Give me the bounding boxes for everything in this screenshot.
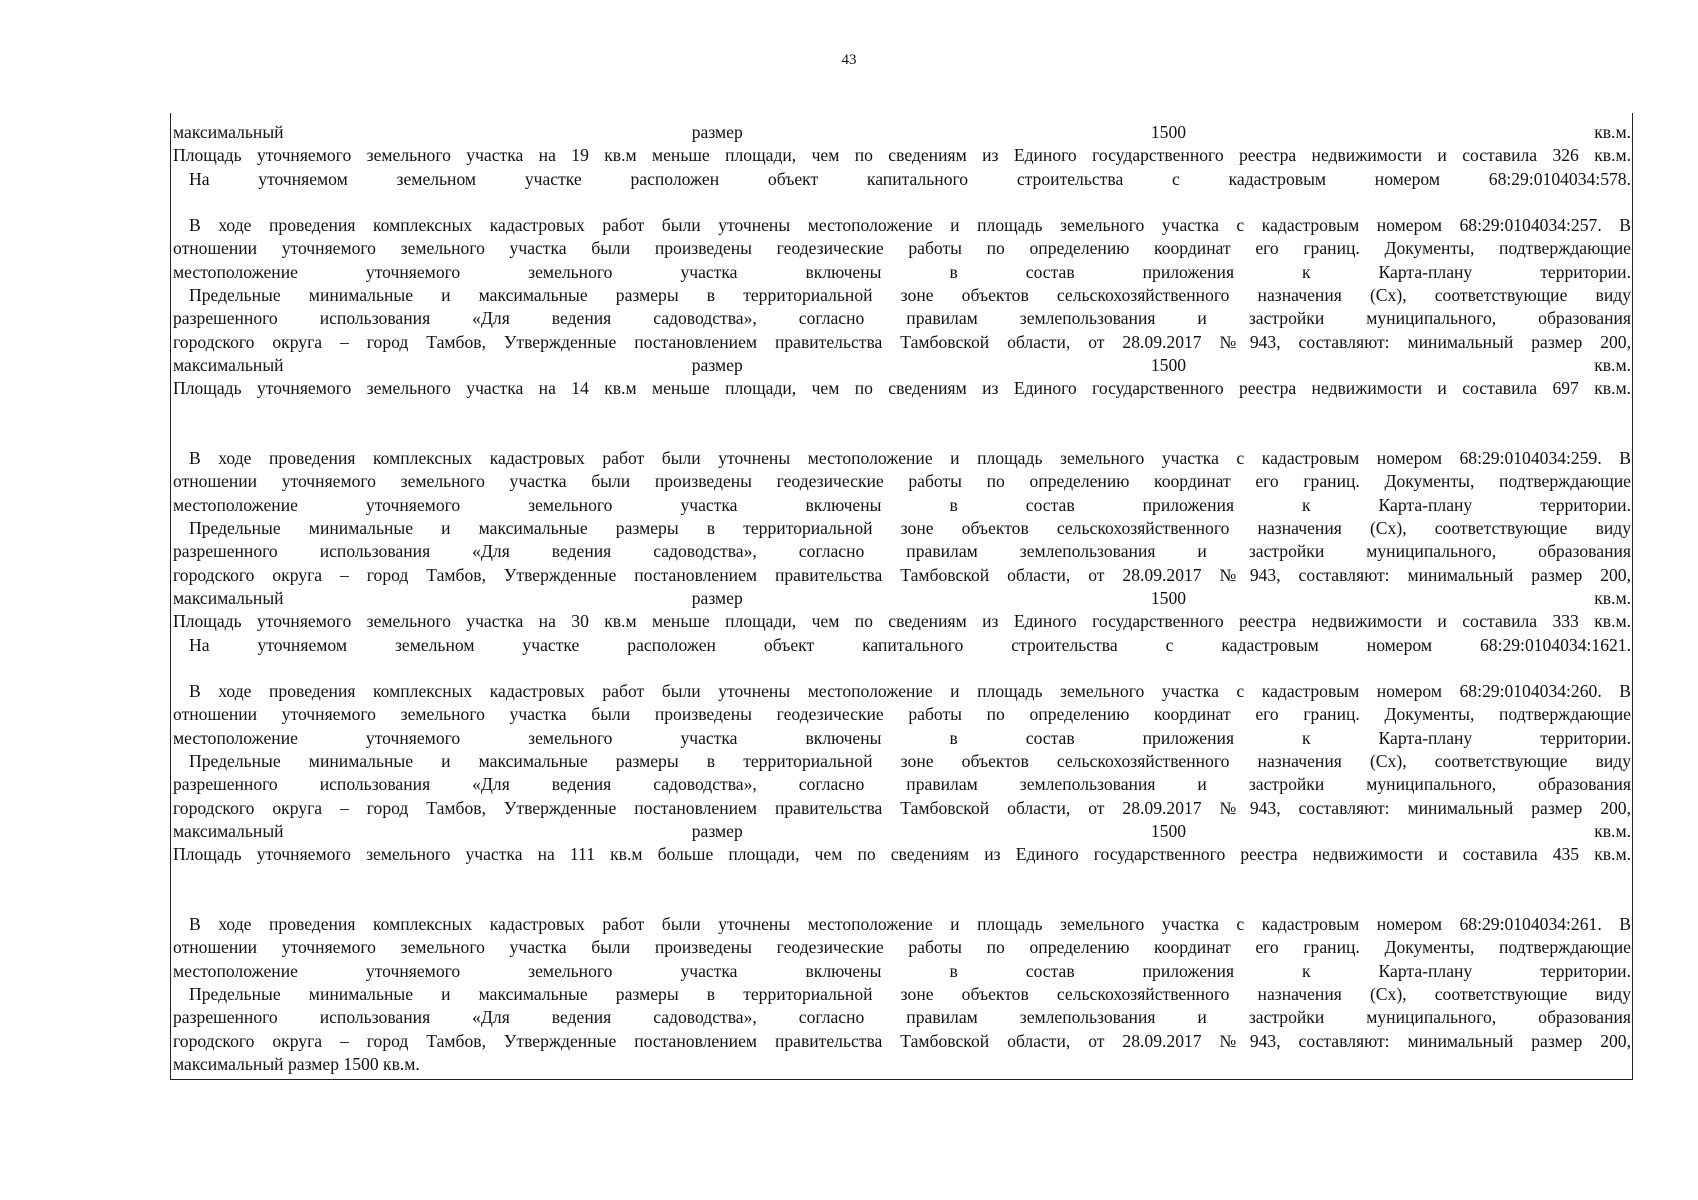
page-number: 43 [841,52,857,68]
text-line: максимальный размер 1500 кв.м. [173,587,1631,608]
paragraph-block [173,121,1631,191]
blank-line [173,867,1631,890]
text-line: В ходе проведения комплексных кадастровых работ были уточнены местоположение и площадь земельного участка с кадастровым номером 68:29:0104034:261. В [189,914,1631,935]
blank-line [173,401,1631,424]
paragraph-block [173,447,1631,657]
text-line: местоположение уточняемого земельного участка включены в состав приложения к Карта-плану территории. [173,261,1631,282]
text-line: Площадь уточняемого земельного участка на 30 кв.м меньше площади, чем по сведениям из Единого государственного реестра недвижимости и составила 333 кв.м. [173,611,1631,632]
text-line: городского округа – город Тамбов, Утвержденные постановлением правительства Тамбовской области, от 28.09.2017 №943, составляют: минимальный размер 200, [173,797,1631,818]
text-line: максимальный размер 1500 кв.м. [173,820,1631,841]
text-line: Предельные минимальные и максимальные размеры в территориальной зоне объектов сельскохозяйственного назначения (Сх), соответствующие виду [189,285,1631,306]
text-line: Площадь уточняемого земельного участка на 19 кв.м меньше площади, чем по сведениям из Единого государственного реестра недвижимости и составила 326 кв.м. [173,145,1631,166]
text-line: Площадь уточняемого земельного участка на 14 кв.м меньше площади, чем по сведениям из Единого государственного реестра недвижимости и составила 697 кв.м. [173,378,1631,399]
text-line: В ходе проведения комплексных кадастровых работ были уточнены местоположение и площадь земельного участка с кадастровым номером 68:29:0104034:259. В [189,448,1631,469]
text-line: разрешенного использования «Для ведения садоводства», согласно правилам землепользования и застройки муниципального, образования [173,541,1631,562]
document-frame [170,113,1633,1080]
text-line: отношении уточняемого земельного участка были произведены геодезические работы по определению координат его границ. Документы, подтверждающие [173,937,1631,958]
text-line: местоположение уточняемого земельного участка включены в состав приложения к Карта-плану территории. [173,727,1631,748]
text-line: Предельные минимальные и максимальные размеры в территориальной зоне объектов сельскохозяйственного назначения (Сх), соответствующие виду [189,983,1631,1004]
blank-line [173,890,1631,913]
text-line: отношении уточняемого земельного участка были произведены геодезические работы по определению координат его границ. Документы, подтверждающие [173,471,1631,492]
text-line: Предельные минимальные и максимальные размеры в территориальной зоне объектов сельскохозяйственного назначения (Сх), соответствующие виду [189,751,1631,772]
text-line: максимальный размер 1500 кв.м. [173,354,1631,375]
text-line: В ходе проведения комплексных кадастровых работ были уточнены местоположение и площадь земельного участка с кадастровым номером 68:29:0104034:257. В [189,215,1631,236]
document-body [173,121,1631,1076]
text-line: местоположение уточняемого земельного участка включены в состав приложения к Карта-плану территории. [173,960,1631,981]
text-line: городского округа – город Тамбов, Утвержденные постановлением правительства Тамбовской области, от 28.09.2017 №943, составляют: минимальный размер 200, [173,564,1631,585]
text-line: На уточняемом земельном участке расположен объект капитального строительства с кадастровым номером 68:29:0104034:578. [189,168,1631,189]
text-line: Предельные минимальные и максимальные размеры в территориальной зоне объектов сельскохозяйственного назначения (Сх), соответствующие виду [189,518,1631,539]
text-line: отношении уточняемого земельного участка были произведены геодезические работы по определению координат его границ. Документы, подтверждающие [173,238,1631,259]
paragraph-block [173,913,1631,1076]
text-line: Площадь уточняемого земельного участка на 111 кв.м больше площади, чем по сведениям из Единого государственного реестра недвижимости и составила 435 кв.м. [173,844,1631,865]
text-line: городского округа – город Тамбов, Утвержденные постановлением правительства Тамбовской области, от 28.09.2017 №943, составляют: минимальный размер 200, [173,331,1631,352]
blank-line [173,424,1631,447]
text-line: На уточняемом земельном участке расположен объект капитального строительства с кадастровым номером 68:29:0104034:1621. [189,634,1631,655]
text-line: разрешенного использования «Для ведения садоводства», согласно правилам землепользования и застройки муниципального, образования [173,1007,1631,1028]
text-line: максимальный размер 1500 кв.м. [173,1053,420,1074]
blank-line [173,657,1631,680]
text-line: разрешенного использования «Для ведения садоводства», согласно правилам землепользования и застройки муниципального, образования [173,774,1631,795]
paragraph-block [173,680,1631,866]
text-line: разрешенного использования «Для ведения садоводства», согласно правилам землепользования и застройки муниципального, образования [173,308,1631,329]
text-line: городского округа – город Тамбов, Утвержденные постановлением правительства Тамбовской области, от 28.09.2017 №943, составляют: минимальный размер 200, [173,1030,1631,1051]
text-line: местоположение уточняемого земельного участка включены в состав приложения к Карта-плану территории. [173,494,1631,515]
text-line: В ходе проведения комплексных кадастровых работ были уточнены местоположение и площадь земельного участка с кадастровым номером 68:29:0104034:260. В [189,681,1631,702]
text-line: максимальный размер 1500 кв.м. [173,122,1631,142]
blank-line [173,191,1631,214]
text-line: отношении уточняемого земельного участка были произведены геодезические работы по определению координат его границ. Документы, подтверждающие [173,704,1631,725]
paragraph-block [173,214,1631,400]
